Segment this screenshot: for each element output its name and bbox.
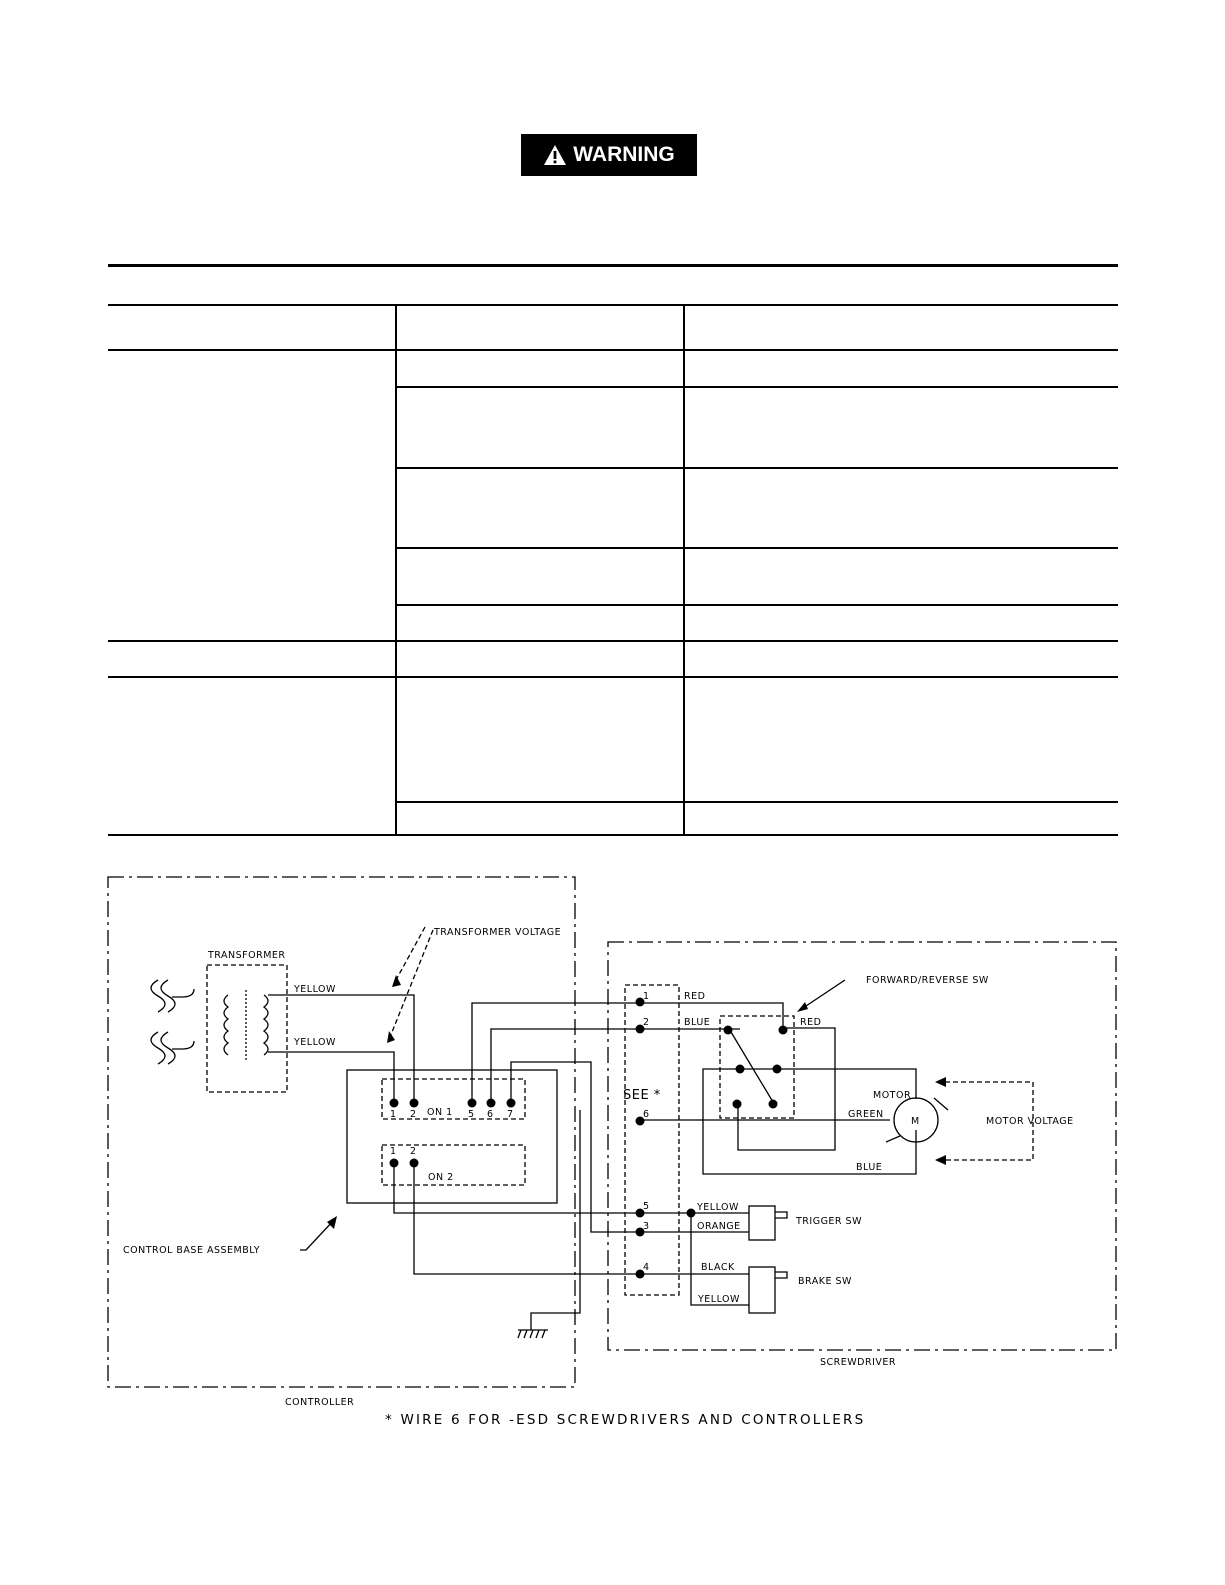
table-col-divider-1 — [395, 304, 397, 835]
transformer-label: TRANSFORMER — [208, 950, 286, 961]
table-row-line — [108, 640, 1118, 642]
table-bottom — [108, 834, 1118, 836]
brake-switch — [749, 1267, 775, 1313]
footnote: * WIRE 6 FOR -ESD SCREWDRIVERS AND CONTROLLERS — [385, 1412, 866, 1428]
terminal-number: 2 — [410, 1146, 417, 1157]
screwdriver-label: SCREWDRIVER — [820, 1357, 896, 1368]
top-rule — [108, 264, 1118, 267]
table-row-line — [395, 386, 1118, 388]
terminal-number: 1 — [643, 991, 650, 1002]
trigger-switch — [749, 1206, 775, 1240]
ground-symbol — [518, 1330, 548, 1338]
primary-winding — [224, 995, 228, 1055]
transformer-voltage-label: TRANSFORMER VOLTAGE — [434, 927, 562, 938]
wire-label: RED — [800, 1017, 822, 1028]
wire-label: ORANGE — [697, 1221, 741, 1232]
wire-label: RED — [684, 991, 706, 1002]
wire-red-1 — [472, 1003, 783, 1100]
wire-label: YELLOW — [698, 1294, 740, 1305]
transformer-box — [207, 965, 287, 1092]
wiring-diagram — [0, 860, 1225, 1410]
table-row-line — [395, 604, 1118, 606]
secondary-winding — [264, 995, 268, 1055]
terminal-number: 7 — [507, 1109, 514, 1120]
terminal-number: 4 — [643, 1262, 650, 1273]
table-row-line — [395, 467, 1118, 469]
motor-symbol-label: M — [911, 1116, 920, 1127]
warning-triangle-icon — [543, 144, 567, 166]
terminal-number: 6 — [487, 1109, 494, 1120]
ac-input-coil — [151, 1032, 175, 1064]
table-header-bottom — [108, 349, 1118, 351]
table-row-line — [108, 676, 1118, 678]
terminal-dots — [390, 998, 788, 1279]
on2-terminal-numbers — [390, 1146, 417, 1157]
see-label: SEE * — [623, 1088, 661, 1103]
terminal-number: 6 — [643, 1109, 650, 1120]
ground-wire — [531, 1110, 580, 1330]
terminal-number: 1 — [390, 1109, 397, 1120]
fwd-rev-pointer — [800, 980, 845, 1010]
table-header-top — [108, 304, 1118, 306]
ac-input-coil — [151, 980, 175, 1012]
control-base-pointer — [300, 1220, 334, 1250]
warning-badge — [521, 134, 697, 176]
table-row-line — [395, 547, 1118, 549]
warning-label: WARNING — [573, 143, 675, 166]
wire-label: YELLOW — [294, 1037, 336, 1048]
wire-blue-2 — [491, 1029, 643, 1100]
terminal-number: 2 — [643, 1017, 650, 1028]
fwd-rev-label: FORWARD/REVERSE SW — [866, 975, 989, 986]
brake-label: BRAKE SW — [798, 1276, 852, 1287]
terminal-number: 3 — [643, 1221, 650, 1232]
motor-voltage-label: MOTOR VOLTAGE — [986, 1116, 1074, 1127]
wire-label: BLUE — [856, 1162, 883, 1173]
wire-label: GREEN — [848, 1109, 884, 1120]
terminal-number: 2 — [410, 1109, 417, 1120]
wire-label: BLUE — [684, 1017, 711, 1028]
wire-label: YELLOW — [294, 984, 336, 995]
terminal-number: 1 — [390, 1146, 397, 1157]
yellow-wire-bottom — [268, 1052, 394, 1100]
terminal-number: 5 — [468, 1109, 475, 1120]
yellow-wire-top — [268, 995, 414, 1100]
table-row-line — [395, 801, 1118, 803]
controller-label: CONTROLLER — [285, 1397, 355, 1408]
trigger-label: TRIGGER SW — [796, 1216, 862, 1227]
terminal-strip — [625, 985, 679, 1295]
wire-label: BLACK — [701, 1262, 735, 1273]
table-col-divider-2 — [683, 304, 685, 835]
control-base-label: CONTROL BASE ASSEMBLY — [123, 1245, 261, 1256]
on1-label: ON 1 — [427, 1107, 453, 1118]
motor-label: MOTOR — [873, 1090, 912, 1101]
on1-terminal-box — [382, 1079, 525, 1119]
screwdriver-terminal-numbers — [643, 991, 650, 1273]
controller-enclosure — [108, 877, 575, 1387]
wire-label: YELLOW — [697, 1202, 739, 1213]
on2-label: ON 2 — [428, 1172, 454, 1183]
terminal-number: 5 — [643, 1201, 650, 1212]
